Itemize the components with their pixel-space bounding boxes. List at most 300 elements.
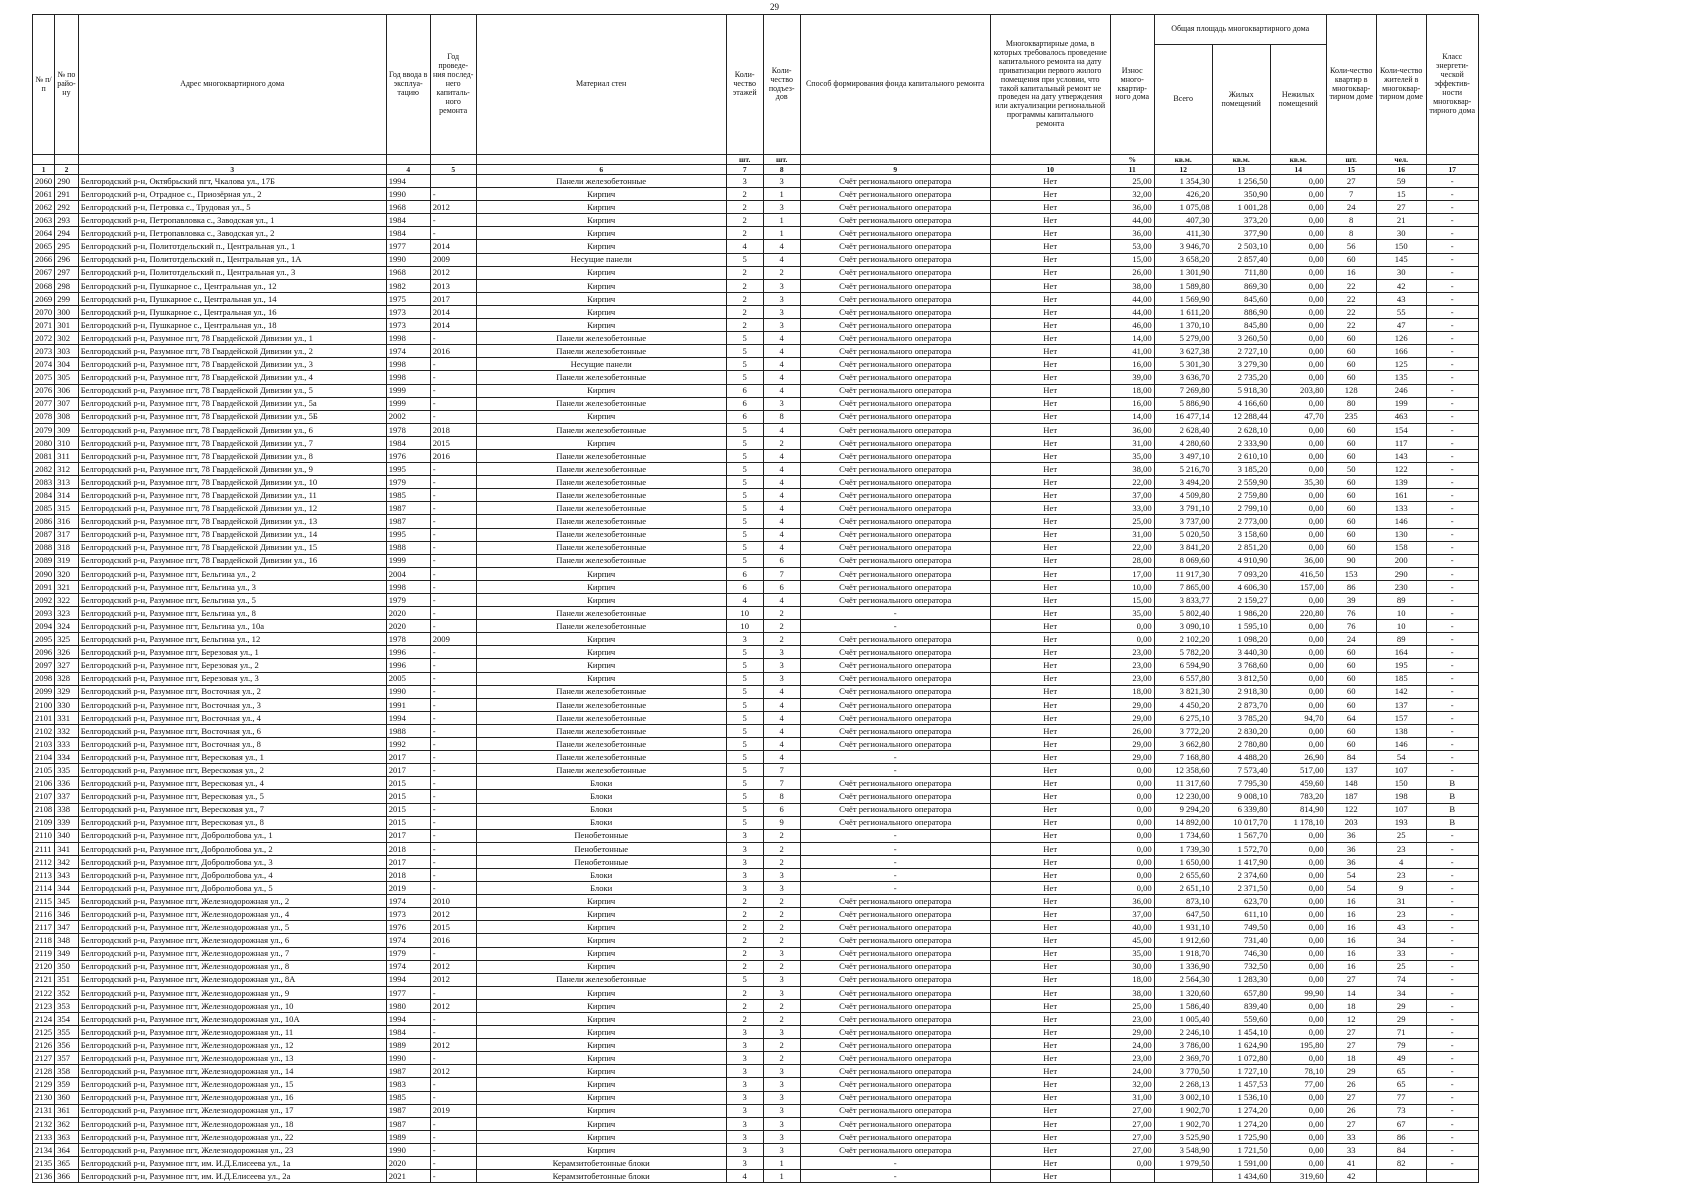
- year-repair-cell: 2009: [430, 253, 476, 266]
- residents-cell: 139: [1376, 476, 1426, 489]
- area-living-cell: 2 610,10: [1212, 449, 1270, 462]
- energy-class-cell: -: [1426, 253, 1478, 266]
- area-nonliving-cell: 0,00: [1270, 908, 1326, 921]
- residents-cell: 43: [1376, 921, 1426, 934]
- district-index: 319: [55, 554, 79, 567]
- entrances-cell: 3: [763, 279, 800, 292]
- fund-method-cell: Счёт регионального оператора: [800, 449, 990, 462]
- table-row: [33, 620, 1479, 633]
- energy-class-cell: -: [1426, 358, 1478, 371]
- apartments-cell: 60: [1326, 358, 1376, 371]
- floors-cell: 5: [726, 528, 763, 541]
- wear-cell: 30,00: [1110, 960, 1154, 973]
- residents-cell: 154: [1376, 423, 1426, 436]
- wear-cell: 35,00: [1110, 947, 1154, 960]
- year-commission-cell: 1996: [386, 646, 430, 659]
- wear-cell: 23,00: [1110, 1013, 1154, 1026]
- district-index: 309: [55, 423, 79, 436]
- floors-cell: 2: [726, 214, 763, 227]
- fund-method-cell: Счёт регионального оператора: [800, 515, 990, 528]
- wall-material-cell: Кирпич: [476, 921, 726, 934]
- header-area-group: Общая площадь многоквартирного дома: [1154, 15, 1326, 45]
- wear-cell: 35,00: [1110, 607, 1154, 620]
- address-cell: Белгородский р-н, Пушкарное с., Центральная ул., 12: [78, 279, 386, 292]
- wall-material-cell: Панели железобетонные: [476, 685, 726, 698]
- unit-area-total: кв.м.: [1154, 155, 1212, 165]
- fund-method-cell: Счёт регионального оператора: [800, 1078, 990, 1091]
- area-total-cell: 1 739,30: [1154, 842, 1212, 855]
- apartments-cell: 60: [1326, 449, 1376, 462]
- area-nonliving-cell: 0,00: [1270, 371, 1326, 384]
- wall-material-cell: Несущие панели: [476, 358, 726, 371]
- district-index: 297: [55, 266, 79, 279]
- table-row: [33, 423, 1479, 436]
- energy-class-cell: -: [1426, 384, 1478, 397]
- fund-method-cell: Счёт регионального оператора: [800, 960, 990, 973]
- energy-class-cell: -: [1426, 620, 1478, 633]
- area-nonliving-cell: 0,00: [1270, 973, 1326, 986]
- residents-cell: 164: [1376, 646, 1426, 659]
- entrances-cell: 4: [763, 528, 800, 541]
- needed-repair-cell: Нет: [990, 214, 1110, 227]
- fund-method-cell: Счёт регионального оператора: [800, 358, 990, 371]
- table-row: [33, 1143, 1479, 1156]
- apartments-cell: 76: [1326, 607, 1376, 620]
- residents-cell: 71: [1376, 1026, 1426, 1039]
- row-index: 2072: [33, 332, 55, 345]
- table-body: [33, 175, 1479, 1183]
- energy-class-cell: -: [1426, 1013, 1478, 1026]
- floors-cell: 2: [726, 305, 763, 318]
- table-row: [33, 358, 1479, 371]
- year-commission-cell: 1979: [386, 476, 430, 489]
- floors-cell: 2: [726, 960, 763, 973]
- entrances-cell: 4: [763, 711, 800, 724]
- row-index: 2136: [33, 1170, 55, 1183]
- district-index: 314: [55, 489, 79, 502]
- table-row: [33, 1013, 1479, 1026]
- fund-method-cell: Счёт регионального оператора: [800, 201, 990, 214]
- wear-cell: 23,00: [1110, 672, 1154, 685]
- year-commission-cell: 2017: [386, 829, 430, 842]
- area-living-cell: 731,40: [1212, 934, 1270, 947]
- area-total-cell: 3 658,20: [1154, 253, 1212, 266]
- unit-apartments: шт.: [1326, 155, 1376, 165]
- energy-class-cell: -: [1426, 724, 1478, 737]
- address-cell: Белгородский р-н, Разумное пгт, 78 Гвардейской Дивизии ул., 6: [78, 423, 386, 436]
- apartments-cell: 60: [1326, 371, 1376, 384]
- energy-class-cell: -: [1426, 1039, 1478, 1052]
- area-total-cell: 426,20: [1154, 188, 1212, 201]
- residents-cell: 135: [1376, 371, 1426, 384]
- wall-material-cell: Панели железобетонные: [476, 751, 726, 764]
- units-row: [33, 155, 1479, 165]
- residents-cell: 31: [1376, 895, 1426, 908]
- fund-method-cell: Счёт регионального оператора: [800, 253, 990, 266]
- fund-method-cell: Счёт регионального оператора: [800, 724, 990, 737]
- wall-material-cell: Панели железобетонные: [476, 973, 726, 986]
- energy-class-cell: -: [1426, 855, 1478, 868]
- entrances-cell: 4: [763, 515, 800, 528]
- year-commission-cell: 1976: [386, 449, 430, 462]
- residents-cell: 25: [1376, 960, 1426, 973]
- address-cell: Белгородский р-н, Разумное пгт, 78 Гвардейской Дивизии ул., 15: [78, 541, 386, 554]
- floors-cell: 3: [726, 882, 763, 895]
- table-row: [33, 1065, 1479, 1078]
- needed-repair-cell: Нет: [990, 790, 1110, 803]
- entrances-cell: 2: [763, 633, 800, 646]
- year-repair-cell: -: [430, 1130, 476, 1143]
- wear-cell: 26,00: [1110, 724, 1154, 737]
- residents-cell: 146: [1376, 515, 1426, 528]
- entrances-cell: 2: [763, 842, 800, 855]
- energy-class-cell: -: [1426, 1026, 1478, 1039]
- residents-cell: 89: [1376, 633, 1426, 646]
- row-index: 2106: [33, 777, 55, 790]
- floors-cell: 6: [726, 384, 763, 397]
- address-cell: Белгородский р-н, Разумное пгт, Железнодорожная ул., 8: [78, 960, 386, 973]
- area-total-cell: 3 770,50: [1154, 1065, 1212, 1078]
- district-index: 313: [55, 476, 79, 489]
- fund-method-cell: Счёт регионального оператора: [800, 489, 990, 502]
- year-commission-cell: 1990: [386, 685, 430, 698]
- floors-cell: 5: [726, 816, 763, 829]
- needed-repair-cell: Нет: [990, 528, 1110, 541]
- wall-material-cell: Кирпич: [476, 279, 726, 292]
- area-nonliving-cell: 0,00: [1270, 489, 1326, 502]
- energy-class-cell: -: [1426, 764, 1478, 777]
- table-row: [33, 659, 1479, 672]
- year-commission-cell: 1990: [386, 253, 430, 266]
- table-row: [33, 960, 1479, 973]
- area-nonliving-cell: 0,00: [1270, 463, 1326, 476]
- area-nonliving-cell: 47,70: [1270, 410, 1326, 423]
- residents-cell: 198: [1376, 790, 1426, 803]
- table-row: [33, 1170, 1479, 1183]
- address-cell: Белгородский р-н, Разумное пгт, Восточная ул., 6: [78, 724, 386, 737]
- row-index: 2100: [33, 698, 55, 711]
- area-nonliving-cell: 0,00: [1270, 882, 1326, 895]
- wear-cell: 41,00: [1110, 345, 1154, 358]
- area-living-cell: 4 166,60: [1212, 397, 1270, 410]
- district-index: 335: [55, 764, 79, 777]
- apartments-cell: 27: [1326, 1117, 1376, 1130]
- column-number: 9: [800, 165, 990, 175]
- address-cell: Белгородский р-н, Разумное пгт, 78 Гвардейской Дивизии ул., 9: [78, 463, 386, 476]
- district-index: 350: [55, 960, 79, 973]
- address-cell: Белгородский р-н, Разумное пгт, Железнодорожная ул., 16: [78, 1091, 386, 1104]
- needed-repair-cell: Нет: [990, 947, 1110, 960]
- residents-cell: 158: [1376, 541, 1426, 554]
- district-index: 351: [55, 973, 79, 986]
- needed-repair-cell: Нет: [990, 489, 1110, 502]
- area-nonliving-cell: 459,60: [1270, 777, 1326, 790]
- area-nonliving-cell: 783,20: [1270, 790, 1326, 803]
- needed-repair-cell: Нет: [990, 855, 1110, 868]
- fund-method-cell: -: [800, 829, 990, 842]
- needed-repair-cell: Нет: [990, 1091, 1110, 1104]
- district-index: 352: [55, 986, 79, 999]
- area-living-cell: 350,90: [1212, 188, 1270, 201]
- table-row: [33, 201, 1479, 214]
- row-index: 2109: [33, 816, 55, 829]
- area-nonliving-cell: 0,00: [1270, 175, 1326, 188]
- year-commission-cell: 2017: [386, 764, 430, 777]
- needed-repair-cell: Нет: [990, 279, 1110, 292]
- energy-class-cell: -: [1426, 1130, 1478, 1143]
- column-number: 11: [1110, 165, 1154, 175]
- fund-method-cell: Счёт регионального оператора: [800, 436, 990, 449]
- residents-cell: 9: [1376, 882, 1426, 895]
- year-repair-cell: -: [430, 594, 476, 607]
- district-index: 316: [55, 515, 79, 528]
- year-commission-cell: 1987: [386, 515, 430, 528]
- wear-cell: 18,00: [1110, 685, 1154, 698]
- floors-cell: 5: [726, 764, 763, 777]
- floors-cell: 5: [726, 973, 763, 986]
- header-residents: Коли-чество жителей в многоквар-тирном доме: [1376, 15, 1426, 155]
- fund-method-cell: Счёт регионального оператора: [800, 1117, 990, 1130]
- area-living-cell: 2 374,60: [1212, 868, 1270, 881]
- row-index: 2117: [33, 921, 55, 934]
- needed-repair-cell: Нет: [990, 476, 1110, 489]
- apartments-cell: 128: [1326, 384, 1376, 397]
- year-repair-cell: -: [430, 541, 476, 554]
- district-index: 334: [55, 751, 79, 764]
- needed-repair-cell: Нет: [990, 358, 1110, 371]
- district-index: 312: [55, 463, 79, 476]
- district-index: 301: [55, 319, 79, 332]
- wall-material-cell: Блоки: [476, 790, 726, 803]
- address-cell: Белгородский р-н, Разумное пгт, Железнодорожная ул., 17: [78, 1104, 386, 1117]
- row-index: 2130: [33, 1091, 55, 1104]
- district-index: 331: [55, 711, 79, 724]
- year-repair-cell: 2016: [430, 934, 476, 947]
- district-index: 296: [55, 253, 79, 266]
- entrances-cell: 4: [763, 358, 800, 371]
- residents-cell: 23: [1376, 868, 1426, 881]
- apartments-cell: 36: [1326, 842, 1376, 855]
- area-nonliving-cell: 0,00: [1270, 515, 1326, 528]
- area-total-cell: 2 246,10: [1154, 1026, 1212, 1039]
- entrances-cell: 8: [763, 410, 800, 423]
- area-living-cell: 2 799,10: [1212, 502, 1270, 515]
- wall-material-cell: Кирпич: [476, 1039, 726, 1052]
- floors-cell: 3: [726, 1091, 763, 1104]
- wall-material-cell: Кирпич: [476, 934, 726, 947]
- year-repair-cell: -: [430, 764, 476, 777]
- area-nonliving-cell: 157,00: [1270, 580, 1326, 593]
- wear-cell: 32,00: [1110, 188, 1154, 201]
- area-living-cell: 869,30: [1212, 279, 1270, 292]
- residents-cell: 89: [1376, 594, 1426, 607]
- row-index: 2119: [33, 947, 55, 960]
- wear-cell: 0,00: [1110, 842, 1154, 855]
- entrances-cell: 4: [763, 345, 800, 358]
- apartments-cell: 60: [1326, 332, 1376, 345]
- district-index: 298: [55, 279, 79, 292]
- district-index: 339: [55, 816, 79, 829]
- fund-method-cell: Счёт регионального оператора: [800, 1104, 990, 1117]
- address-cell: Белгородский р-н, Петропавловка с., Заводская ул., 1: [78, 214, 386, 227]
- year-repair-cell: -: [430, 463, 476, 476]
- year-commission-cell: 1999: [386, 397, 430, 410]
- residents-cell: 23: [1376, 842, 1426, 855]
- table-row: [33, 1117, 1479, 1130]
- wall-material-cell: Кирпич: [476, 633, 726, 646]
- year-repair-cell: 2009: [430, 633, 476, 646]
- wall-material-cell: Кирпич: [476, 1065, 726, 1078]
- row-index: 2066: [33, 253, 55, 266]
- year-commission-cell: 1977: [386, 240, 430, 253]
- energy-class-cell: -: [1426, 646, 1478, 659]
- fund-method-cell: -: [800, 882, 990, 895]
- entrances-cell: 4: [763, 502, 800, 515]
- floors-cell: 3: [726, 855, 763, 868]
- header-fund-method: Способ формирования фонда капитального ремонта: [800, 15, 990, 155]
- floors-cell: 5: [726, 436, 763, 449]
- energy-class-cell: -: [1426, 502, 1478, 515]
- year-repair-cell: 2015: [430, 921, 476, 934]
- floors-cell: 2: [726, 986, 763, 999]
- floors-cell: 5: [726, 554, 763, 567]
- area-nonliving-cell: 0,00: [1270, 999, 1326, 1012]
- apartments-cell: 42: [1326, 1170, 1376, 1183]
- wall-material-cell: Кирпич: [476, 1078, 726, 1091]
- floors-cell: 5: [726, 738, 763, 751]
- entrances-cell: 3: [763, 646, 800, 659]
- year-repair-cell: 2012: [430, 908, 476, 921]
- address-cell: Белгородский р-н, Разумное пгт, 78 Гвардейской Дивизии ул., 1: [78, 332, 386, 345]
- energy-class-cell: -: [1426, 541, 1478, 554]
- wall-material-cell: Блоки: [476, 777, 726, 790]
- residents-cell: 49: [1376, 1052, 1426, 1065]
- district-index: 349: [55, 947, 79, 960]
- area-living-cell: 4 910,90: [1212, 554, 1270, 567]
- energy-class-cell: -: [1426, 214, 1478, 227]
- fund-method-cell: Счёт регионального оператора: [800, 345, 990, 358]
- area-total-cell: 5 020,50: [1154, 528, 1212, 541]
- area-living-cell: 2 371,50: [1212, 882, 1270, 895]
- energy-class-cell: В: [1426, 790, 1478, 803]
- apartments-cell: 76: [1326, 620, 1376, 633]
- floors-cell: 2: [726, 895, 763, 908]
- wear-cell: 37,00: [1110, 908, 1154, 921]
- row-index: 2120: [33, 960, 55, 973]
- area-nonliving-cell: 0,00: [1270, 358, 1326, 371]
- entrances-cell: 3: [763, 292, 800, 305]
- table-row: [33, 1039, 1479, 1052]
- year-commission-cell: 1987: [386, 1117, 430, 1130]
- entrances-cell: 4: [763, 698, 800, 711]
- floors-cell: 5: [726, 751, 763, 764]
- energy-class-cell: -: [1426, 319, 1478, 332]
- fund-method-cell: Счёт регионального оператора: [800, 1143, 990, 1156]
- row-index: 2096: [33, 646, 55, 659]
- table-row: [33, 1078, 1479, 1091]
- floors-cell: 5: [726, 371, 763, 384]
- wear-cell: 0,00: [1110, 882, 1154, 895]
- year-repair-cell: -: [430, 659, 476, 672]
- wall-material-cell: Кирпич: [476, 214, 726, 227]
- apartments-cell: 80: [1326, 397, 1376, 410]
- wall-material-cell: Кирпич: [476, 1130, 726, 1143]
- area-total-cell: 3 525,90: [1154, 1130, 1212, 1143]
- address-cell: Белгородский р-н, Разумное пгт, 78 Гвардейской Дивизии ул., 5а: [78, 397, 386, 410]
- area-living-cell: 3 185,20: [1212, 463, 1270, 476]
- table-row: [33, 279, 1479, 292]
- year-commission-cell: 1978: [386, 633, 430, 646]
- fund-method-cell: Счёт регионального оператора: [800, 594, 990, 607]
- needed-repair-cell: Нет: [990, 567, 1110, 580]
- year-repair-cell: 2012: [430, 973, 476, 986]
- wall-material-cell: Панели железобетонные: [476, 541, 726, 554]
- energy-class-cell: -: [1426, 449, 1478, 462]
- housing-register-table: [32, 14, 1479, 1183]
- needed-repair-cell: Нет: [990, 1039, 1110, 1052]
- fund-method-cell: -: [800, 620, 990, 633]
- district-index: 290: [55, 175, 79, 188]
- year-commission-cell: 1977: [386, 986, 430, 999]
- fund-method-cell: Счёт регионального оператора: [800, 266, 990, 279]
- residents-cell: 122: [1376, 463, 1426, 476]
- address-cell: Белгородский р-н, Октябрьский пгт, Чкалова ул., 17Б: [78, 175, 386, 188]
- needed-repair-cell: Нет: [990, 240, 1110, 253]
- address-cell: Белгородский р-н, Петровка с., Трудовая ул., 5: [78, 201, 386, 214]
- column-number: 8: [763, 165, 800, 175]
- area-total-cell: 5 802,40: [1154, 607, 1212, 620]
- energy-class-cell: -: [1426, 895, 1478, 908]
- district-index: 361: [55, 1104, 79, 1117]
- needed-repair-cell: Нет: [990, 777, 1110, 790]
- residents-cell: 150: [1376, 777, 1426, 790]
- fund-method-cell: Счёт регионального оператора: [800, 685, 990, 698]
- address-cell: Белгородский р-н, Политотдельский п., Центральная ул., 1: [78, 240, 386, 253]
- row-index: 2091: [33, 580, 55, 593]
- column-number: 3: [78, 165, 386, 175]
- row-index: 2118: [33, 934, 55, 947]
- year-commission-cell: 2015: [386, 816, 430, 829]
- area-living-cell: 10 017,70: [1212, 816, 1270, 829]
- needed-repair-cell: Нет: [990, 345, 1110, 358]
- table-row: [33, 463, 1479, 476]
- row-index: 2079: [33, 423, 55, 436]
- wear-cell: 14,00: [1110, 332, 1154, 345]
- fund-method-cell: Счёт регионального оператора: [800, 476, 990, 489]
- entrances-cell: 2: [763, 607, 800, 620]
- apartments-cell: 16: [1326, 960, 1376, 973]
- area-total-cell: 5 301,30: [1154, 358, 1212, 371]
- row-index: 2080: [33, 436, 55, 449]
- district-index: 332: [55, 724, 79, 737]
- year-commission-cell: 1974: [386, 345, 430, 358]
- residents-cell: 59: [1376, 175, 1426, 188]
- residents-cell: 29: [1376, 1013, 1426, 1026]
- wear-cell: 15,00: [1110, 253, 1154, 266]
- floors-cell: 5: [726, 646, 763, 659]
- residents-cell: 200: [1376, 554, 1426, 567]
- wear-cell: 44,00: [1110, 292, 1154, 305]
- area-nonliving-cell: 0,00: [1270, 1091, 1326, 1104]
- energy-class-cell: В: [1426, 777, 1478, 790]
- residents-cell: 107: [1376, 803, 1426, 816]
- area-total-cell: 873,10: [1154, 895, 1212, 908]
- column-number: 4: [386, 165, 430, 175]
- wear-cell: 29,00: [1110, 751, 1154, 764]
- district-index: 342: [55, 855, 79, 868]
- wall-material-cell: Кирпич: [476, 1143, 726, 1156]
- fund-method-cell: -: [800, 751, 990, 764]
